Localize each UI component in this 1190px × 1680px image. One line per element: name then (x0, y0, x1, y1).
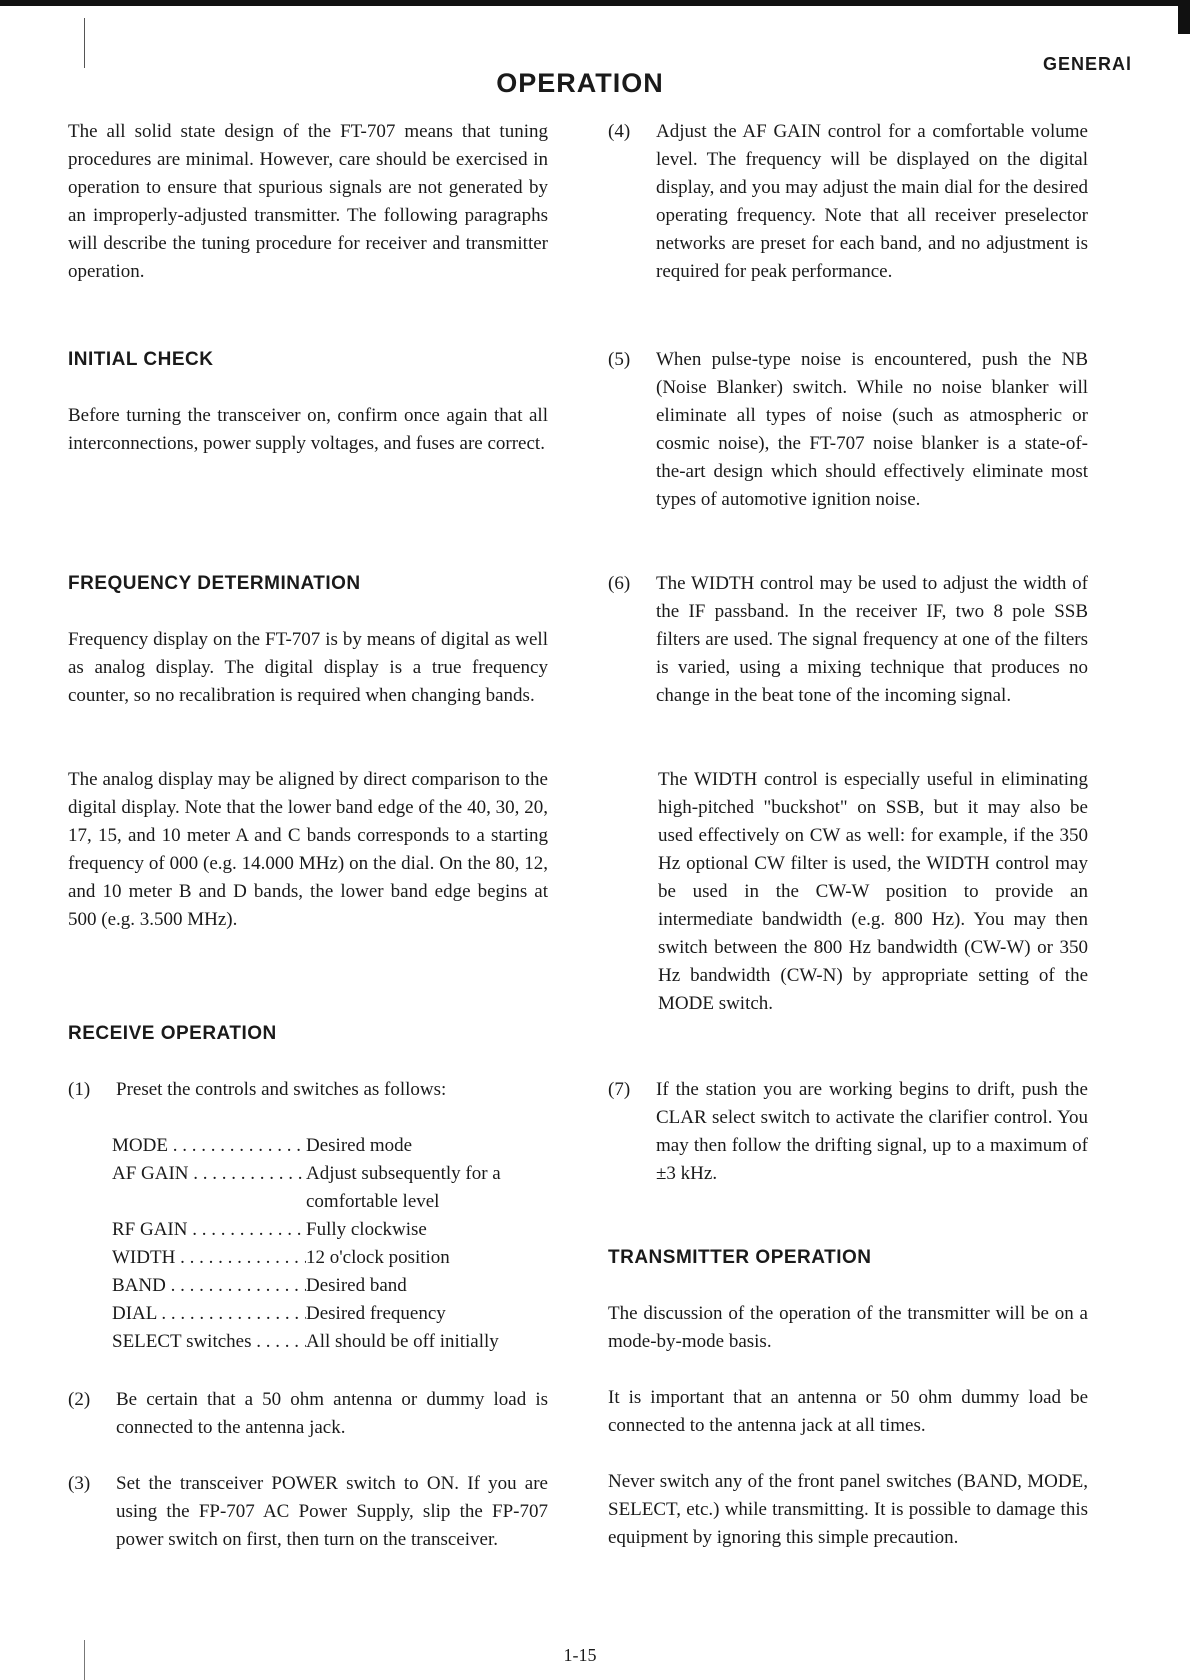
frequency-section (68, 570, 548, 598)
top-border (0, 0, 1190, 6)
initial-check-section (68, 346, 548, 374)
transmitter-paragraph-2: It is important that an antenna or 50 ohm dummy load be connected to the antenna jack at all times. (608, 1387, 1088, 1436)
step-2: (2) Be certain that a 50 ohm antenna or dummy load is connected to the antenna jack. (68, 1386, 548, 1442)
corner-mark (1178, 0, 1190, 34)
frequency-paragraph-2: The analog display may be aligned by direct comparison to the digital display. Note that the lower band edge of the 40, 30, 20, 17, 15, and 10 meter A and C bands corresponds to a starting frequency of 000 (e.g. 14.000 MHz) on the dial. On the 80, 12, and 10 meter B and D bands, the lower band edge begins at 500 (e.g. 3.500 MHz). (68, 769, 548, 930)
control-row: AF GAIN . . . Adjust subsequently for a comfortable level (112, 1160, 548, 1216)
step-number: (4) (608, 121, 631, 142)
page-number: 1-15 (563, 1645, 597, 1665)
control-row: SELECT switches . . . All should be off initially (112, 1328, 548, 1356)
step-number: (1) (68, 1079, 91, 1100)
section-heading: FREQUENCY DETERMINATION (68, 573, 361, 594)
step-4: (4) Adjust the AF GAIN control for a comfortable volume level. The frequency will be displayed on the digital display, and you may adjust the main dial for the desired operating frequency. Note that all receiver preselector networks are preset for each band, and no adjustment is required for peak performance. (608, 118, 1088, 286)
initial-check-text: Before turning the transceiver on, confirm once again that all interconnections, power supply voltages, and fuses are correct. (68, 405, 548, 454)
control-row: RF GAIN . . . Fully clockwise (112, 1216, 548, 1244)
step-7: (7) If the station you are working begins to drift, push the CLAR select switch to activate the clarifier control. You may then follow the drifting signal, up to a maximum of ±3 kHz. (608, 1076, 1088, 1188)
frequency-paragraph-1: Frequency display on the FT-707 is by means of digital as well as analog display. The digital display is a true frequency counter, so no recalibration is required when changing bands. (68, 629, 548, 706)
control-row: MODE . . . Desired mode (112, 1132, 548, 1160)
step-number: (6) (608, 573, 631, 594)
step-6-continued: The WIDTH control is especially useful in eliminating high-pitched "buckshot" on SSB, but it may also be used effectively on CW as well: for example, if the 350 Hz optional CW filter is used, the WIDTH control may be used in the CW-W position to provide an intermediate bandwidth (e.g. 800 Hz). You may then switch between the 800 Hz bandwidth (CW-W) or 350 Hz bandwidth (CW-N) by appropriate setting of the MODE switch. (658, 769, 1088, 1014)
section-heading: INITIAL CHECK (68, 349, 214, 370)
transmitter-paragraph-1: The discussion of the operation of the transmitter will be on a mode-by-mode basis. (608, 1303, 1088, 1352)
control-row: BAND . . . Desired band (112, 1272, 548, 1300)
step-3: (3) Set the transceiver POWER switch to ON. If you are using the FP-707 AC Power Supply, slip the FP-707 power switch on first, then turn on the transceiver. (68, 1470, 548, 1554)
control-row: DIAL . . . Desired frequency (112, 1300, 548, 1328)
step-number: (2) (68, 1389, 91, 1410)
receive-section (68, 1020, 548, 1048)
step-number: (5) (608, 349, 631, 370)
step-5: (5) When pulse-type noise is encountered, push the NB (Noise Blanker) switch. While no noise blanker will eliminate all types of noise (such as atmospheric or cosmic noise), the FT-707 noise blanker is a state-of-the-art design which should effectively eliminate most types of automotive ignition noise. (608, 346, 1088, 514)
intro-paragraph: The all solid state design of the FT-707 means that tuning procedures are minimal. However, care should be exercised in operation to ensure that spurious signals are not generated by an improperly-adjusted transmitter. The following paragraphs will describe the tuning procedure for receiver and transmitter operation. (68, 121, 548, 282)
transmitter-section (608, 1244, 1088, 1272)
transmitter-paragraph-3: Never switch any of the front panel switches (BAND, MODE, SELECT, etc.) while transmitting. It is possible to damage this equipment by ignoring this simple precaution. (608, 1471, 1088, 1548)
page-title: OPERATION (496, 68, 664, 98)
section-label: GENERAl (1042, 54, 1132, 74)
step-number: (7) (608, 1079, 631, 1100)
margin-line (84, 18, 85, 68)
controls-table (68, 1132, 548, 1356)
section-heading: RECEIVE OPERATION (68, 1023, 277, 1044)
step-1: (1) Preset the controls and switches as follows: (68, 1076, 548, 1104)
step-6: (6) The WIDTH control may be used to adjust the width of the IF passband. In the receiver IF, two 8 pole SSB filters are used. The signal frequency at one of the filters is varied, using a mixing technique that produces no change in the beat tone of the incoming signal. (608, 570, 1088, 710)
control-row: WIDTH . . . 12 o'clock position (112, 1244, 548, 1272)
step-number: (3) (68, 1473, 91, 1494)
section-heading: TRANSMITTER OPERATION (608, 1247, 872, 1268)
